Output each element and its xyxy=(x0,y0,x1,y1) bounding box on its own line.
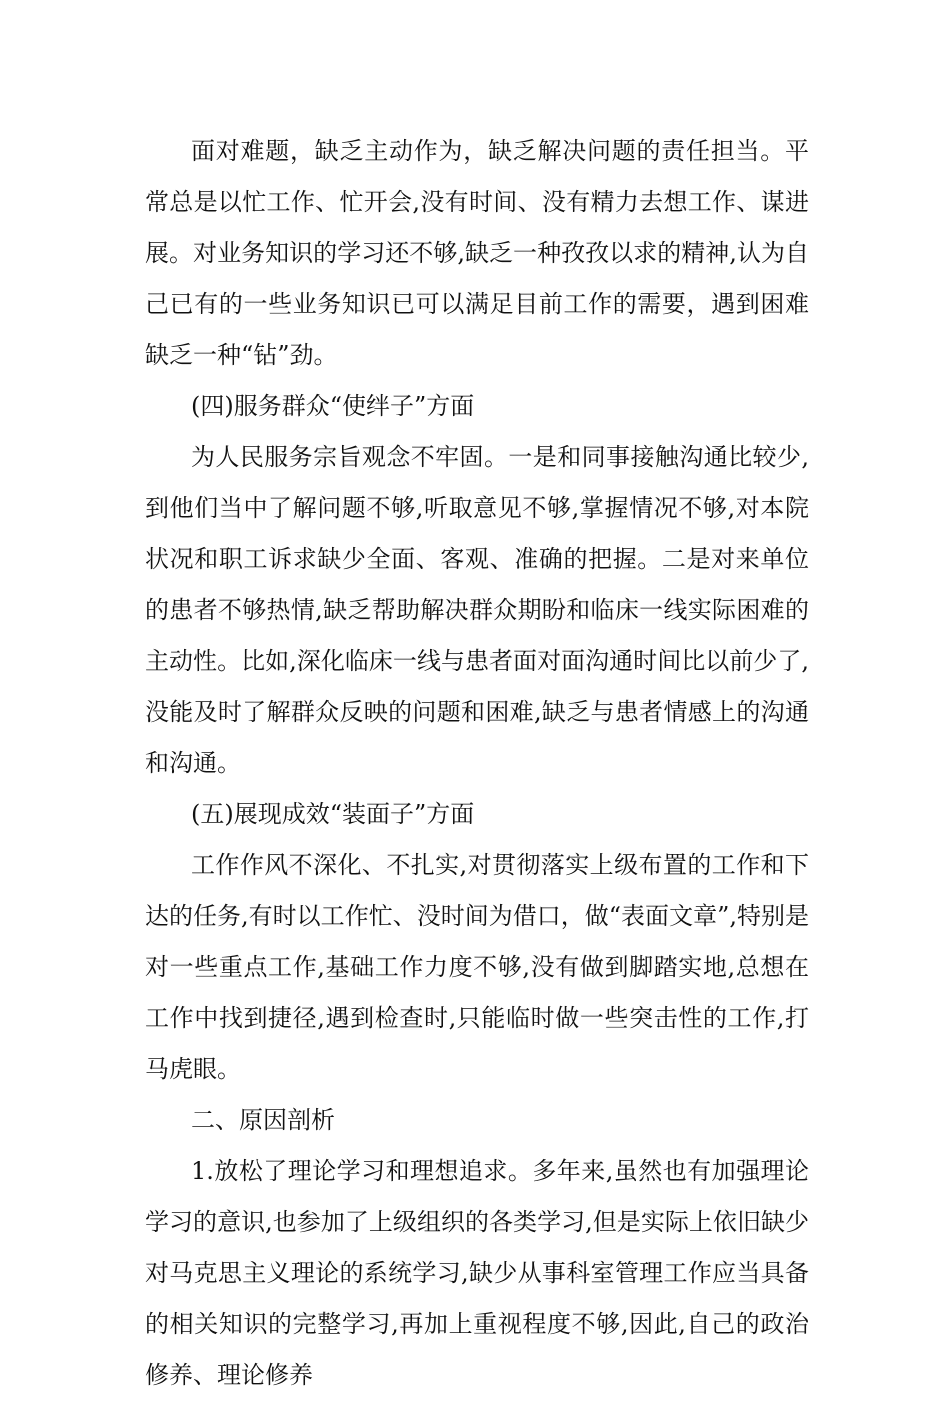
section-heading: 二、原因剖析 xyxy=(191,1106,335,1134)
body-paragraph: 面对难题，缺乏主动作为，缺乏解决问题的责任担当。平常总是以忙工作、忙开会,没有时间、没有精力去想工作、谋进展。对业务知识的学习还不够,缺乏一种孜孜以求的精神,认为自己已有的一些业务知识已可以满足目前工作的需要，遇到困难缺乏一种“钻”劲。 xyxy=(145,137,809,369)
section-heading: (四)服务群众“使绊子”方面 xyxy=(191,392,475,420)
section-heading: (五)展现成效“装面子”方面 xyxy=(191,800,475,828)
body-paragraph: 1.放松了理论学习和理想追求。多年来,虽然也有加强理论学习的意识,也参加了上级组织的各类学习,但是实际上依旧缺少对马克思主义理论的系统学习,缺少从事科室管理工作应当具备的相关知识的完整学习,再加上重视程度不够,因此,自己的政治修养、理论修养 xyxy=(145,1157,809,1389)
body-paragraph: 为人民服务宗旨观念不牢固。一是和同事接触沟通比较少,到他们当中了解问题不够,听取意见不够,掌握情况不够,对本院状况和职工诉求缺少全面、客观、准确的把握。二是对来单位的患者不够热情,缺乏帮助解决群众期盼和临床一线实际困难的主动性。比如,深化临床一线与患者面对面沟通时间比以前少了,没能及时了解群众反映的问题和困难,缺乏与患者情感上的沟通和沟通。 xyxy=(145,443,809,777)
document-body xyxy=(145,126,809,1401)
body-paragraph: 工作作风不深化、不扎实,对贯彻落实上级布置的工作和下达的任务,有时以工作忙、没时间为借口，做“表面文章”,特别是对一些重点工作,基础工作力度不够,没有做到脚踏实地,总想在工作中找到捷径,遇到检查时,只能临时做一些突击性的工作,打马虎眼。 xyxy=(145,851,809,1083)
